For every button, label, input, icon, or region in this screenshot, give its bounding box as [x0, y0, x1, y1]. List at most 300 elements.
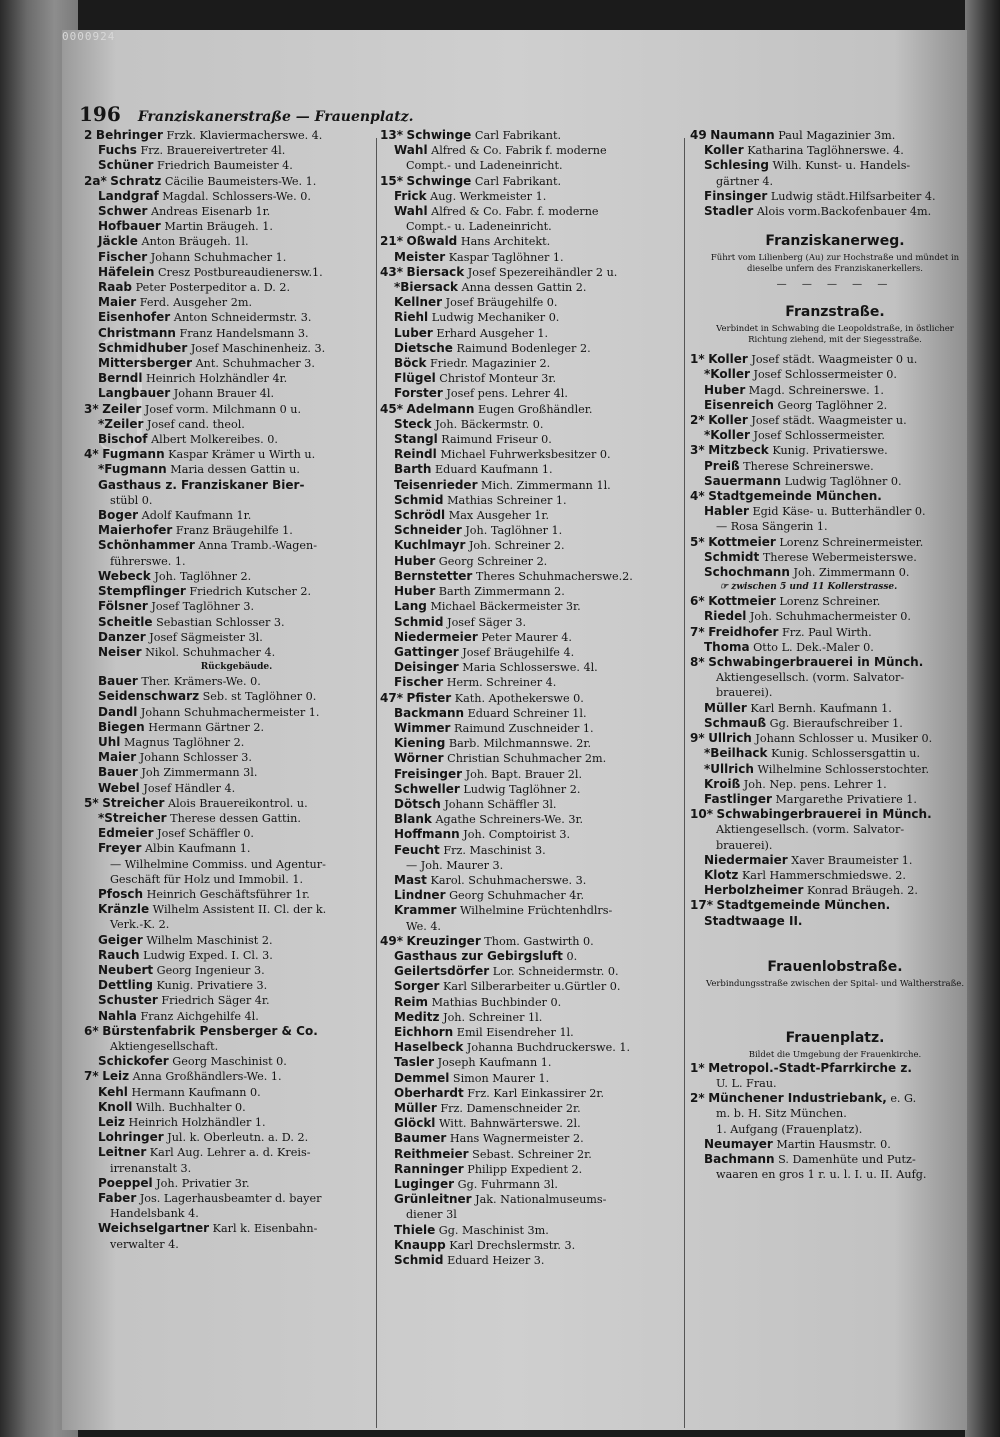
entry-details: Karl Drechslermstr. 3. — [449, 1238, 576, 1252]
directory-entry — [690, 701, 980, 716]
directory-entry — [380, 1223, 685, 1238]
entry-name: Kellner — [394, 295, 443, 310]
entry-name: Huber — [394, 584, 436, 599]
entry-name: Biegen — [98, 719, 145, 734]
entry-details: Magnus Taglöhner 2. — [123, 735, 245, 749]
entry-details: Joh Zimmermann 3l. — [141, 766, 258, 780]
entry-details: Eugen Großhändler. — [477, 402, 593, 416]
entry-name: Leiz — [98, 1115, 125, 1129]
directory-entry — [690, 459, 980, 474]
entry-name: Wimmer — [394, 720, 451, 735]
directory-entry — [84, 204, 389, 219]
entry-details: Xaver Braumeister 1. — [791, 853, 913, 867]
entry-name: Webel — [98, 780, 140, 795]
entry-details: Alfred & Co. Fabrik f. moderne — [431, 144, 607, 158]
directory-entry — [84, 811, 389, 826]
section-title-frauenplatz: Frauenplatz. — [785, 1029, 885, 1046]
house-number: 49* — [380, 933, 403, 948]
entry-continuation: Aktiengesellsch. (vorm. Salvator- — [716, 671, 905, 685]
entry-details: Michael Fuhrwerksbesitzer 0. — [440, 448, 611, 462]
entry-details: Joh. Schuhmachermeister 0. — [749, 610, 911, 624]
directory-entry — [84, 750, 389, 765]
entry-name: Maier — [98, 750, 137, 765]
entry-details: Franz Handelsmann 3. — [179, 326, 309, 340]
entry-details: Cäcilie Baumeisters-We. 1. — [164, 174, 317, 188]
directory-entry — [380, 143, 685, 158]
directory-entry — [84, 705, 389, 720]
entry-continuation: verwalter 4. — [110, 1237, 179, 1251]
directory-entry — [84, 478, 389, 493]
house-number: 2 — [84, 128, 93, 142]
entry-details: Josef städt. Waagmeister 0 u. — [751, 353, 918, 367]
entry-name: Kottmeier — [708, 534, 776, 549]
directory-entry — [84, 447, 389, 462]
entry-details: Christof Monteur 3r. — [439, 372, 557, 386]
directory-entry — [690, 914, 980, 929]
entry-details: Ther. Krämers-We. 0. — [141, 675, 261, 689]
entry-details: Lor. Schneidermstr. 0. — [492, 965, 619, 979]
entry-details: Herm. Schreiner 4. — [446, 676, 557, 690]
entry-details: Wilh. Kunst- u. Handels- — [772, 159, 911, 173]
entry-details: Eduard Schreiner 1l. — [467, 706, 587, 720]
entry-name: Feucht — [394, 842, 440, 857]
entry-name: Christmann — [98, 325, 176, 340]
entry-name: Schmid — [394, 492, 444, 507]
entry-details: Carl Fabrikant. — [474, 174, 562, 188]
entry-name: Oßwald — [406, 234, 458, 249]
directory-entry — [690, 413, 980, 428]
directory-entry — [380, 234, 685, 249]
directory-entry — [690, 762, 980, 777]
entry-name: Häfelein — [98, 264, 155, 279]
entry-name: Münchener Industriebank, — [708, 1091, 887, 1106]
entry-details: Simon Maurer 1. — [452, 1071, 550, 1085]
entry-name: Danzer — [98, 629, 146, 644]
entry-name: Luginger — [394, 1177, 455, 1192]
directory-entry — [84, 630, 389, 645]
entry-name: Luber — [394, 325, 433, 340]
entry-details: Gg. Maschinist 3m. — [438, 1223, 549, 1237]
entry-details: Johann Brauer 4l. — [173, 387, 275, 401]
entry-details: Jak. Nationalmuseums- — [475, 1193, 607, 1207]
entry-name: Habler — [704, 504, 749, 519]
directory-entry — [380, 995, 685, 1010]
entry-name: Stadler — [704, 204, 754, 219]
entry-details: Raimund Friseur 0. — [441, 433, 552, 447]
entry-name: Kroiß — [704, 776, 741, 791]
entry-name: Eisenhofer — [98, 310, 171, 325]
directory-entry — [380, 1086, 685, 1101]
entry-details: Josef Bräugehilfe 0. — [445, 296, 558, 310]
entry-name: Finsinger — [704, 188, 768, 203]
entry-details: Karol. Schuhmacherswe. 3. — [430, 873, 587, 887]
entry-details: Maria dessen Gattin u. — [170, 463, 300, 477]
directory-entry — [380, 554, 685, 569]
entry-details: Joh. Taglöhner 1. — [465, 524, 563, 538]
entry-continuation: U. L. Frau. — [716, 1076, 777, 1090]
entry-continuation: brauerei). — [716, 838, 773, 852]
directory-entry — [84, 341, 389, 356]
directory-entry — [690, 352, 980, 367]
directory-entry — [84, 402, 389, 417]
directory-entry — [690, 565, 980, 580]
entry-name: Sorger — [394, 979, 440, 994]
entry-details: Georg Ingenieur 3. — [156, 963, 265, 977]
entry-name: Schwinge — [406, 128, 472, 142]
entry-name: Bauer — [98, 674, 138, 689]
entry-details: Frz. Damenschneider 2r. — [440, 1102, 581, 1115]
directory-entry — [380, 1116, 685, 1131]
entry-name: Wahl — [394, 204, 428, 219]
entry-name: Nahla — [98, 1008, 137, 1023]
entry-name: Müller — [704, 700, 747, 715]
entry-details: Ant. Schuhmacher 3. — [195, 357, 315, 371]
entry-details: e. G. — [890, 1092, 917, 1106]
entry-details: Alfred & Co. Fabr. f. moderne — [431, 205, 599, 219]
entry-name: Schmidt — [704, 549, 760, 564]
entry-details: Eduard Kaufmann 1. — [435, 463, 553, 477]
entry-details: Hans Wagnermeister 2. — [449, 1132, 584, 1146]
directory-entry — [84, 1221, 389, 1236]
entry-details: Albert Molkereibes. 0. — [151, 433, 278, 447]
entry-continuation: Geschäft für Holz und Immobil. 1. — [110, 872, 304, 886]
house-number: 15* — [380, 173, 403, 188]
house-number: 5* — [84, 795, 99, 810]
entry-details: Peter Maurer 4. — [481, 630, 572, 644]
entry-continuation: Aktiengesellschaft. — [110, 1039, 219, 1053]
directory-entry — [84, 417, 389, 432]
entry-continuation: — Joh. Maurer 3. — [406, 858, 504, 872]
directory-page — [62, 30, 967, 1430]
entry-name: Fastlinger — [704, 791, 772, 806]
entry-name: Mast — [394, 872, 427, 887]
directory-entry — [380, 310, 685, 325]
entry-name: Biersack — [406, 264, 465, 279]
column-2 — [380, 128, 685, 1268]
entry-details: Anton Bräugeh. 1l. — [141, 235, 249, 249]
entry-name: Schlesing — [704, 158, 769, 173]
directory-entry — [690, 883, 980, 898]
entry-name: Demmel — [394, 1070, 450, 1085]
entry-details: Gg. Bieraufschreiber 1. — [769, 716, 903, 730]
entry-name: Wahl — [394, 143, 428, 158]
house-number: 8* — [690, 655, 705, 670]
directory-entry — [690, 609, 980, 624]
entry-details: Eduard Heizer 3. — [447, 1254, 545, 1268]
section-note: Verbindungsstraße zwischen der Spital- und Waltherstraße. — [705, 978, 965, 989]
directory-entry — [84, 508, 389, 523]
directory-entry — [690, 204, 980, 219]
house-number: 2a* — [84, 173, 107, 188]
directory-entry — [84, 674, 389, 689]
entry-details: Erhard Ausgeher 1. — [436, 326, 549, 340]
directory-entry — [690, 398, 980, 413]
house-number: 47* — [380, 690, 403, 705]
entry-details: Therese Webermeisterswe. — [762, 550, 917, 564]
directory-entry — [380, 189, 685, 204]
entry-name: Forster — [394, 386, 443, 401]
entry-details: Josef Spezereihändler 2 u. — [467, 265, 618, 279]
entry-details: Georg Taglöhner 2. — [777, 398, 888, 412]
entry-name: Lang — [394, 599, 427, 614]
entry-name: Thoma — [704, 639, 750, 654]
entry-details: Kaspar Taglöhner 1. — [448, 250, 564, 264]
entry-name: Eisenreich — [704, 397, 774, 412]
entry-name: *Biersack — [394, 280, 458, 295]
entry-name: Bischof — [98, 432, 148, 447]
entry-details: Kunig. Schlossersgattin u. — [771, 747, 921, 761]
entry-details: Nikol. Schuhmacher 4. — [145, 645, 276, 659]
entry-name: Fischer — [394, 675, 444, 690]
entry-name: Frick — [394, 188, 427, 203]
entry-name: Baumer — [394, 1131, 447, 1146]
entry-details: Egid Käse- u. Butterhändler 0. — [752, 505, 926, 519]
directory-entry — [84, 978, 389, 993]
entry-details: Gg. Fuhrmann 3l. — [457, 1178, 558, 1192]
entry-details: Frz. Karl Einkassirer 2r. — [467, 1086, 605, 1100]
entry-name: Streicher — [102, 795, 165, 810]
directory-entry — [380, 827, 685, 842]
entry-name: Eichhorn — [394, 1024, 454, 1039]
section-title-frauenlobstrasse: Frauenlobstraße. — [767, 958, 903, 975]
entry-details: Joh. Privatier 3r. — [156, 1176, 250, 1190]
directory-entry — [84, 356, 389, 371]
directory-entry — [84, 796, 389, 811]
directory-entry — [84, 462, 389, 477]
house-number: 1* — [690, 1060, 705, 1075]
directory-entry — [380, 341, 685, 356]
entry-details: Andreas Eisenarb 1r. — [151, 205, 271, 219]
directory-entry — [690, 1091, 980, 1106]
entry-continuation: Aktiengesellsch. (vorm. Salvator- — [716, 823, 905, 837]
entry-name: Dietsche — [394, 340, 453, 355]
directory-entry — [690, 853, 980, 868]
directory-entry — [84, 295, 389, 310]
directory-entry — [380, 1025, 685, 1040]
directory-entry — [84, 963, 389, 978]
entry-name: Schneider — [394, 523, 462, 538]
entry-name: *Beilhack — [704, 746, 768, 761]
entry-name: Schickofer — [98, 1054, 169, 1069]
page-number: 196 — [79, 102, 121, 126]
entry-details: Seb. st Taglöhner 0. — [202, 690, 317, 704]
house-number: 1* — [690, 352, 705, 367]
entry-details: Carl Fabrikant. — [474, 129, 562, 142]
entry-name: Thiele — [394, 1222, 436, 1237]
directory-entry — [84, 523, 389, 538]
entry-details: Josef pens. Lehrer 4l. — [446, 387, 568, 401]
directory-entry — [380, 751, 685, 766]
entry-name: Meditz — [394, 1009, 440, 1024]
directory-entry — [380, 1055, 685, 1070]
entry-details: Lorenz Schreiner. — [779, 595, 881, 609]
entry-details: Martin Hausmstr. 0. — [776, 1137, 891, 1151]
entry-name: Niedermeier — [394, 629, 478, 644]
directory-entry — [690, 474, 980, 489]
entry-details: Hermann Gärtner 2. — [148, 720, 265, 734]
entry-continuation: Verk.-K. 2. — [110, 918, 170, 932]
entry-name: Bachmann — [704, 1151, 775, 1166]
entry-name: Pfosch — [98, 886, 144, 901]
entry-details: Ferd. Ausgeher 2m. — [139, 296, 252, 310]
entry-continuation: irrenanstalt 3. — [110, 1161, 192, 1175]
entry-details: Wilhelm Assistent II. Cl. der k. — [152, 903, 327, 917]
entry-name: Kottmeier — [708, 594, 776, 609]
directory-entry — [84, 720, 389, 735]
entry-details: Josef vorm. Milchmann 0 u. — [144, 402, 302, 416]
entry-name: Huber — [394, 553, 436, 568]
directory-entry — [380, 1192, 685, 1207]
entry-continuation: Compt.- u. Ladeneinricht. — [406, 220, 552, 234]
entry-name: Dettling — [98, 978, 153, 993]
entry-name: Stangl — [394, 432, 438, 447]
directory-entry — [690, 189, 980, 204]
directory-entry — [380, 295, 685, 310]
entry-details: Joseph Kaufmann 1. — [437, 1056, 552, 1070]
directory-entry — [84, 219, 389, 234]
directory-entry — [690, 383, 980, 398]
entry-name: Reindl — [394, 447, 437, 462]
entry-name: Webeck — [98, 568, 151, 583]
entry-name: Ranninger — [394, 1161, 464, 1176]
directory-entry — [690, 367, 980, 382]
entry-name: Meister — [394, 249, 446, 264]
entry-details: Johann Schuhmacher 1. — [150, 250, 287, 264]
entry-details: Anna dessen Gattin 2. — [461, 281, 587, 295]
entry-details: Josef städt. Waagmeister u. — [751, 414, 907, 428]
entry-name: Preiß — [704, 458, 740, 473]
directory-entry — [380, 478, 685, 493]
entry-details: Ludwig Exped. I. Cl. 3. — [143, 948, 273, 962]
entry-name: Barth — [394, 462, 432, 477]
directory-entry — [690, 428, 980, 443]
directory-entry — [380, 630, 685, 645]
entry-name: Schmidhuber — [98, 340, 188, 355]
directory-entry — [84, 841, 389, 856]
directory-entry — [380, 326, 685, 341]
entry-details: Karl Silberarbeiter u.Gürtler 0. — [443, 980, 621, 994]
entry-name: Knoll — [98, 1099, 133, 1114]
entry-details: Wilhelmine Schlosserstochter. — [757, 762, 930, 776]
directory-entry — [380, 1040, 685, 1055]
entry-name: Sauermann — [704, 473, 782, 488]
directory-entry — [84, 781, 389, 796]
entry-name: Oberhardt — [394, 1085, 464, 1100]
directory-entry — [380, 402, 685, 417]
directory-entry — [84, 386, 389, 401]
directory-entry — [84, 993, 389, 1008]
entry-name: Fischer — [98, 249, 148, 264]
entry-details: Johann Schäffler 3l. — [444, 797, 557, 811]
entry-details: Frz. Brauereivertreter 4l. — [140, 144, 286, 158]
entry-details: Karl Aug. Lehrer a. d. Kreis- — [149, 1146, 311, 1160]
entry-name: Metropol.-Stadt-Pfarrkirche z. — [708, 1060, 912, 1075]
house-number: 7* — [690, 624, 705, 639]
house-number: 6* — [84, 1023, 99, 1038]
directory-entry — [380, 1010, 685, 1025]
entry-details: Cresz Postbureaudienersw.1. — [157, 265, 323, 279]
directory-entry — [380, 675, 685, 690]
directory-entry — [84, 265, 389, 280]
entry-details: Ludwig städt.Hilfsarbeiter 4. — [770, 189, 936, 203]
column-1 — [84, 128, 389, 1252]
directory-entry — [84, 280, 389, 295]
directory-entry — [84, 1024, 389, 1039]
column-3-top — [690, 128, 980, 219]
directory-entry — [84, 174, 389, 189]
entry-continuation: gärtner 4. — [716, 174, 774, 188]
entry-details: Albin Kaufmann 1. — [144, 842, 251, 856]
directory-entry — [380, 584, 685, 599]
entry-name: Niedermaier — [704, 852, 788, 867]
directory-entry — [84, 948, 389, 963]
page-title: Franziskanerstraße — Frauenplatz. — [137, 109, 414, 125]
entry-details: 0. — [566, 949, 578, 963]
entry-name: Naumann — [710, 128, 775, 142]
entry-name: Fölsner — [98, 599, 148, 614]
directory-entry — [84, 310, 389, 325]
entry-name: Böck — [394, 356, 427, 371]
directory-entry — [380, 797, 685, 812]
entry-name: Haselbeck — [394, 1040, 464, 1055]
entry-name: Schwabingerbrauerei in Münch. — [716, 807, 932, 822]
entry-details: Anna Großhändlers-We. 1. — [132, 1070, 282, 1084]
entry-name: Scheitle — [98, 614, 153, 629]
entry-details: Alois Brauereikontrol. u. — [168, 796, 308, 810]
entry-name: Schweller — [394, 781, 460, 796]
directory-entry — [380, 1147, 685, 1162]
entry-details: Magdal. Schlossers-We. 0. — [162, 189, 311, 203]
entry-name: Reim — [394, 994, 428, 1009]
entry-name: Ullrich — [708, 731, 752, 746]
entry-details: Karl k. Eisenbahn- — [212, 1222, 318, 1236]
entry-name: Stadtgemeinde München. — [716, 898, 891, 913]
entry-details: Theres Schuhmacherswe.2. — [475, 569, 633, 583]
entry-continuation: waaren en gros 1 r. u. l. I. u. II. Aufg. — [716, 1168, 927, 1182]
entry-name: Schmid — [394, 614, 444, 629]
entry-name: Koller — [708, 413, 748, 428]
entry-name: Neiser — [98, 644, 142, 659]
entry-name: Freyer — [98, 841, 142, 856]
entry-name: Poeppel — [98, 1175, 153, 1190]
entry-name: Kreuzinger — [406, 933, 481, 948]
house-number: 7* — [84, 1069, 99, 1084]
entry-name: *Streicher — [98, 810, 167, 825]
house-number: 2* — [690, 1091, 705, 1106]
entry-name: Bernstetter — [394, 568, 473, 583]
directory-entry — [380, 356, 685, 371]
entry-name: Jäckle — [98, 234, 138, 249]
entry-details: Thom. Gastwirth 0. — [484, 934, 594, 948]
entry-details: Josef Bräugehilfe 4. — [462, 645, 575, 659]
section-note: Verbindet in Schwabing die Leopoldstraße, in östlicher Richtung ziehend, mit der Siegesstraße. — [716, 324, 954, 346]
directory-entry — [380, 493, 685, 508]
entry-name: Schratz — [110, 173, 162, 188]
entry-details: Josef Sägmeister 3l. — [149, 630, 263, 644]
directory-entry — [380, 569, 685, 584]
directory-entry — [84, 1176, 389, 1191]
directory-entry — [380, 204, 685, 219]
entry-details: Witt. Bahnwärterswe. 2l. — [438, 1117, 581, 1131]
directory-entry — [380, 508, 685, 523]
section-title-franziskanerweg: Franziskanerweg. — [765, 233, 905, 250]
directory-entry — [380, 265, 685, 280]
directory-entry — [84, 371, 389, 386]
entry-name: Lindner — [394, 888, 446, 903]
directory-entry — [690, 443, 980, 458]
house-number: 10* — [690, 807, 713, 822]
entry-name: Glöckl — [394, 1116, 436, 1131]
